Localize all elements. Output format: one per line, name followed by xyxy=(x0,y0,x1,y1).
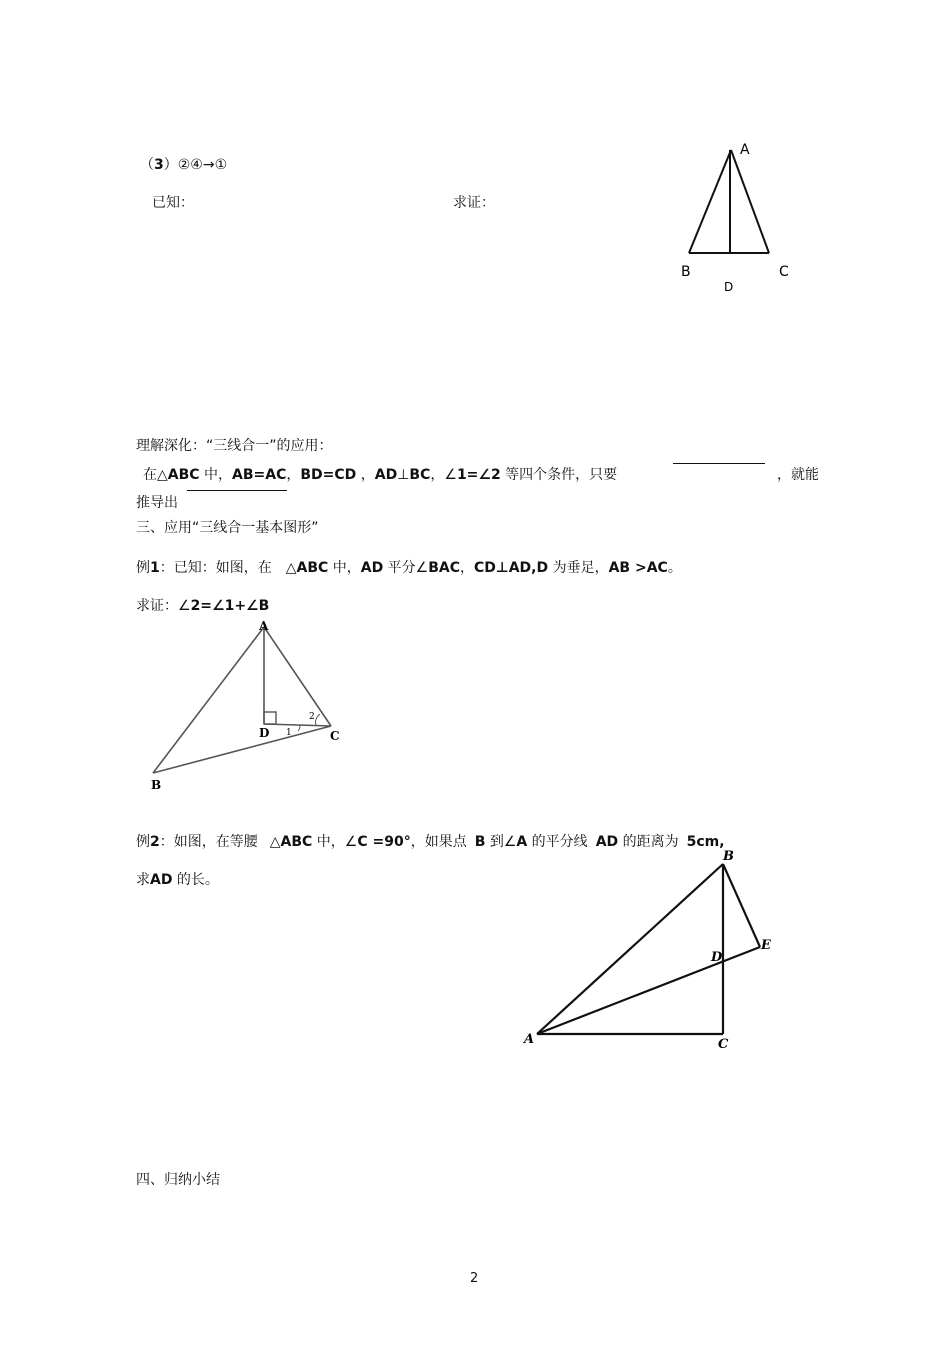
txt: A xyxy=(516,834,528,850)
txt: 平分∠ xyxy=(383,560,429,576)
label-d: D xyxy=(711,950,723,965)
txt: ABC xyxy=(280,834,313,850)
txt: 的距离为 xyxy=(618,834,679,850)
label-e: E xyxy=(761,938,771,953)
figure-triangle-abc xyxy=(670,135,810,295)
section4-title: 四、归纳小结 xyxy=(136,1172,220,1188)
txt: AD xyxy=(360,560,384,576)
txt: 中， xyxy=(328,560,361,576)
label-b: B xyxy=(151,778,162,792)
label-d: D xyxy=(259,726,270,740)
side-ab xyxy=(689,150,731,253)
right-angle-mark xyxy=(264,712,276,724)
txt: ABC xyxy=(296,560,329,576)
label-angle-2: 2 xyxy=(309,712,315,722)
txt: AD xyxy=(374,467,398,483)
blank-line-1 xyxy=(673,463,765,464)
side-ac xyxy=(731,150,769,253)
txt: BC xyxy=(409,467,431,483)
txt: 2=∠1+∠B xyxy=(190,598,270,614)
txt: BD=CD xyxy=(300,467,357,483)
txt: AD xyxy=(595,834,619,850)
known-label: 已知： xyxy=(152,195,194,211)
example2-question xyxy=(136,872,219,889)
txt: 的平分线 xyxy=(527,834,588,850)
part-condition: ）②④→① xyxy=(163,157,228,173)
side-bc xyxy=(153,726,331,773)
txt: 1 xyxy=(150,560,160,576)
page-number: 2 xyxy=(470,1271,479,1286)
section3-title: 三、应用“三线合一基本图形” xyxy=(136,520,319,536)
txt: ⊥ xyxy=(397,467,410,483)
segment-be xyxy=(723,864,760,947)
txt: 例 xyxy=(136,560,150,576)
txt: 1=∠2 xyxy=(456,467,501,483)
label-b: B xyxy=(723,849,734,864)
txt: C =90° xyxy=(357,834,411,850)
label-d: D xyxy=(724,280,734,294)
txt: ，∠ xyxy=(430,467,457,483)
txt: ， xyxy=(356,467,375,483)
txt: ：如图，在等腰 xyxy=(159,834,258,850)
txt: ABC xyxy=(167,467,200,483)
part3-label xyxy=(140,157,227,174)
txt: ， xyxy=(460,560,475,576)
example1-prove xyxy=(136,598,269,615)
label-c: C xyxy=(718,1037,729,1052)
txt: 中， xyxy=(199,467,233,483)
angle-arc-2 xyxy=(316,714,321,725)
label-angle-1: 1 xyxy=(286,728,292,738)
txt: 到∠ xyxy=(485,834,517,850)
txt: 中，∠ xyxy=(312,834,358,850)
deepen-sentence xyxy=(143,467,617,484)
txt: 2 xyxy=(150,834,160,850)
deepen-title: 理解深化：“三线合一”的应用： xyxy=(136,438,333,454)
txt: 。 xyxy=(667,560,682,576)
deepen-tail: ，就能 xyxy=(777,467,819,483)
txt: ，如果点 xyxy=(410,834,467,850)
side-ac xyxy=(264,627,331,726)
txt: 的长。 xyxy=(172,872,219,888)
txt: ， xyxy=(286,467,301,483)
side-ab xyxy=(537,864,723,1034)
figure-example1 xyxy=(140,615,360,800)
label-c: C xyxy=(330,729,340,743)
part-number: 3 xyxy=(154,157,164,173)
txt: AD xyxy=(150,872,173,888)
txt: ：已知：如图，在 xyxy=(159,560,272,576)
txt: 求证：∠ xyxy=(136,598,191,614)
segment-ae xyxy=(537,947,760,1034)
txt: △ xyxy=(269,834,281,850)
txt: 例 xyxy=(136,834,150,850)
label-a: A xyxy=(524,1032,535,1047)
txt: 为垂足， xyxy=(548,560,609,576)
angle-arc-1 xyxy=(298,725,300,731)
label-b: B xyxy=(681,264,691,280)
label-a: A xyxy=(259,619,269,633)
txt: 等四个条件，只要 xyxy=(500,467,618,483)
txt: CD⊥AD,D xyxy=(474,560,549,576)
side-ab xyxy=(153,627,264,773)
txt: AB >AC xyxy=(608,560,668,576)
figure-example2 xyxy=(515,840,790,1055)
txt: 求 xyxy=(136,872,150,888)
prove-label: 求证： xyxy=(453,195,495,211)
example1-given xyxy=(136,560,682,577)
txt: 在△ xyxy=(143,467,168,483)
txt: B xyxy=(474,834,486,850)
blank-line-2 xyxy=(187,490,287,491)
txt: BAC xyxy=(428,560,461,576)
txt: AB=AC xyxy=(232,467,287,483)
txt: △ xyxy=(285,560,297,576)
paren-open: （ xyxy=(140,157,154,173)
deepen-derive: 推导出 xyxy=(136,495,178,511)
label-c: C xyxy=(779,264,789,280)
txt: 5cm, xyxy=(686,834,725,850)
label-a: A xyxy=(740,142,750,158)
